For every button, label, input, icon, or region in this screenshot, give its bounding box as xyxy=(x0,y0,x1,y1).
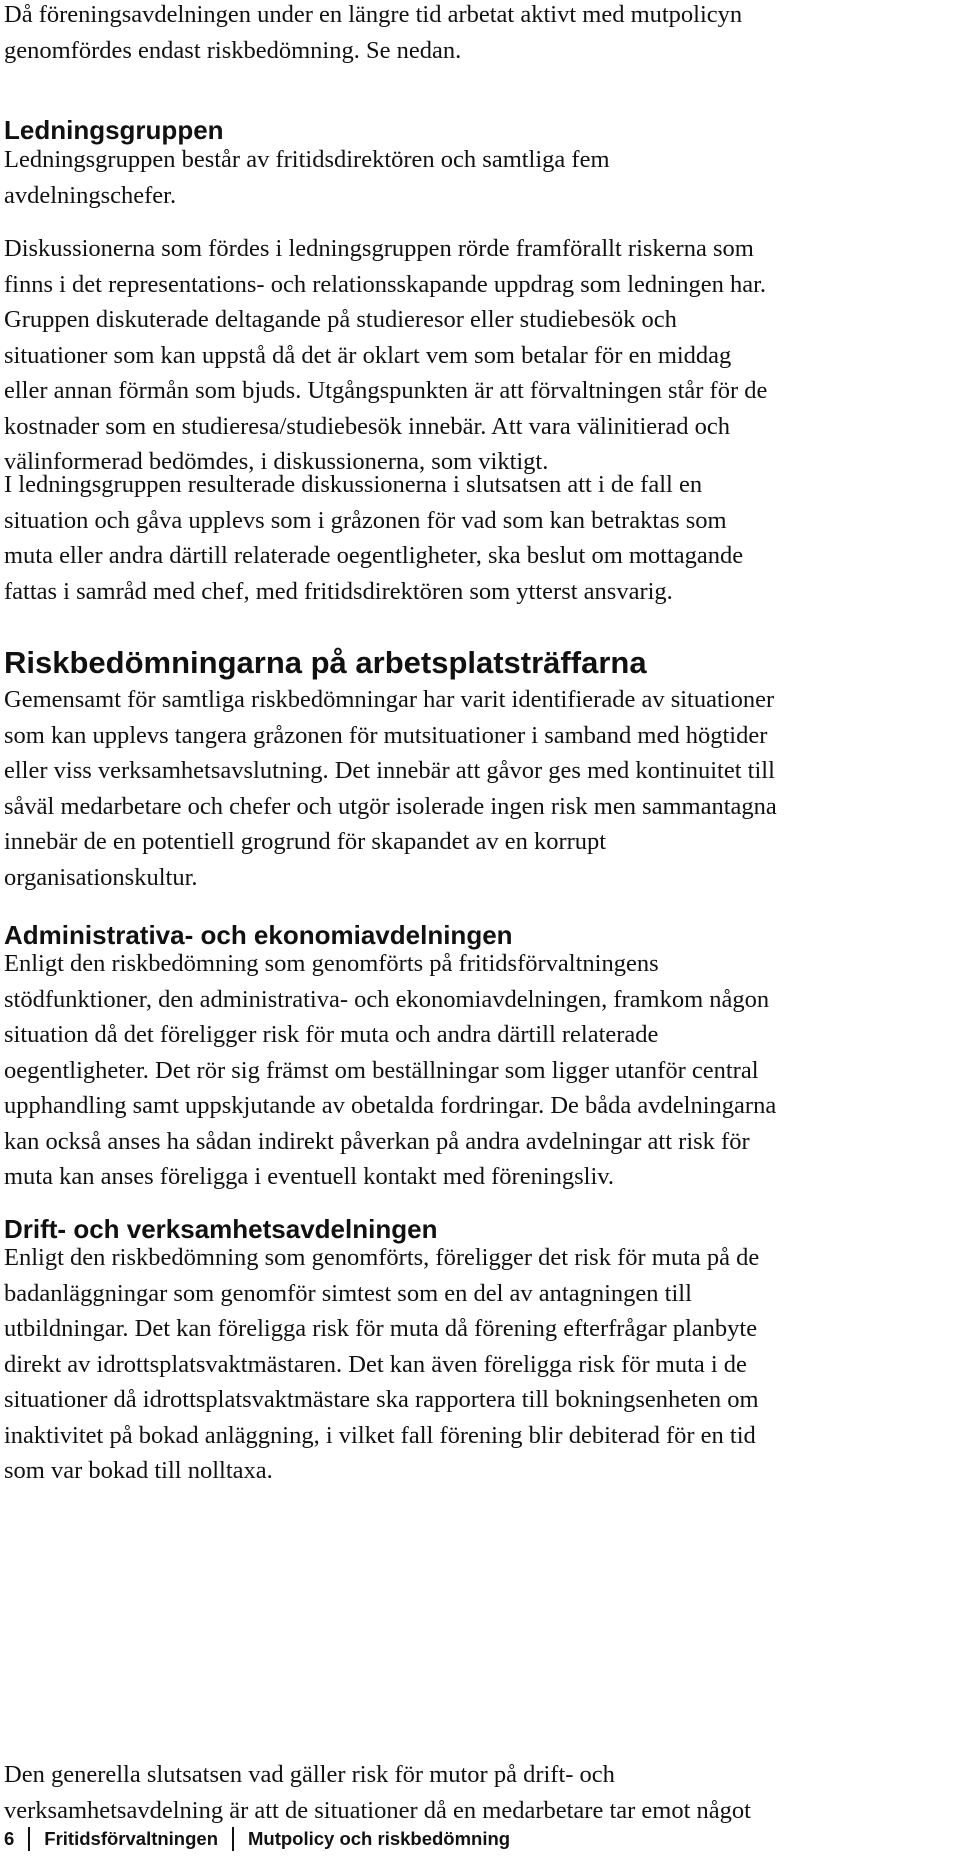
text-line: muta eller andra därtill relaterade oegentligheter, ska beslut om mottagande xyxy=(4,542,744,569)
text-line: organisationskultur. xyxy=(4,863,198,891)
ledningsgruppen-paragraph-2 xyxy=(4,231,767,480)
section-heading-drift: Drift- och verksamhetsavdelningen xyxy=(4,1214,438,1244)
text-line: situationer då idrottsplatsvaktmästare ska rapportera till bokningsenheten om xyxy=(4,1386,759,1413)
drift-paragraph-2 xyxy=(4,1757,751,1828)
drift-paragraph-1 xyxy=(4,1240,759,1489)
text-line: situation då det föreligger risk för muta och andra därtill relaterade xyxy=(4,1021,659,1048)
text-line: utbildningar. Det kan föreligga risk för muta då förening efterfrågar planbyte xyxy=(4,1315,758,1342)
text-line: I ledningsgruppen resulterade diskussionerna i slutsatsen att i de fall en xyxy=(4,471,703,498)
text-line: upphandling samt uppskjutande av obetalda fordringar. De båda avdelningarna xyxy=(4,1092,777,1119)
text-line: stödfunktioner, den administrativa- och ekonomiavdelningen, framkom någon xyxy=(4,985,770,1013)
text-line: muta kan anses föreligga i eventuell kontakt med föreningsliv. xyxy=(4,1163,615,1190)
text-line: genomfördes endast riskbedömning. Se nedan. xyxy=(4,36,462,64)
footer-organization: Fritidsförvaltningen xyxy=(44,1828,218,1849)
section-heading-administrativa: Administrativa- och ekonomiavdelningen xyxy=(4,920,513,950)
section-heading-riskbedomningarna: Riskbedömningarna på arbetsplatsträffarna xyxy=(4,645,647,680)
text-line: badanläggningar som genomför simtest som en del av antagningen till xyxy=(4,1279,692,1307)
text-line: direkt av idrottsplatsvaktmästaren. Det kan även föreligga risk för muta i de xyxy=(4,1350,747,1378)
text-line: finns i det representations- och relationsskapande uppdrag som ledningen har. xyxy=(4,270,767,298)
text-line: Enligt den riskbedömning som genomförts, föreligger det risk för muta på de xyxy=(4,1244,760,1271)
text-line: Ledningsgruppen består av fritidsdirektören och samtliga fem xyxy=(4,146,610,173)
text-line: Gemensamt för samtliga riskbedömningar har varit identifierade av situationer xyxy=(4,686,775,713)
text-line: kan också anses ha sådan indirekt påverkan på andra avdelningar att risk för xyxy=(4,1127,750,1155)
text-line: som var bokad till nolltaxa. xyxy=(4,1457,273,1484)
text-line: Den generella slutsatsen vad gäller risk för mutor på drift- och xyxy=(4,1761,615,1788)
text-line: situation och gåva upplevs som i gråzonen för vad som kan betraktas som xyxy=(4,506,727,534)
text-line: som kan upplevs tangera gråzonen för mutsituationer i samband med högtider xyxy=(4,721,768,749)
text-line: Enligt den riskbedömning som genomförts på fritidsförvaltningens xyxy=(4,950,659,977)
text-line: välinformerad bedömdes, i diskussionerna, som viktigt. xyxy=(4,448,549,475)
text-line: oegentligheter. Det rör sig främst om beställningar som ligger utanför central xyxy=(4,1056,759,1084)
ledningsgruppen-paragraph-1 xyxy=(4,142,610,213)
text-line: Då föreningsavdelningen under en längre tid arbetat aktivt med mutpolicyn xyxy=(4,1,743,28)
text-line: verksamhetsavdelning är att de situationer då en medarbetare tar emot något xyxy=(4,1796,751,1824)
text-line: Gruppen diskuterade deltagande på studieresor eller studiebesök och xyxy=(4,306,677,333)
footer-document-title: Mutpolicy och riskbedömning xyxy=(248,1828,511,1849)
text-line: avdelningschefer. xyxy=(4,181,177,209)
page-number: 6 xyxy=(4,1828,15,1849)
riskbedomningar-paragraph-1 xyxy=(4,682,777,895)
administrativa-paragraph-1 xyxy=(4,946,776,1195)
section-heading-ledningsgruppen: Ledningsgruppen xyxy=(4,115,224,145)
text-line: innebär de en potentiell grogrund för skapandet av en korrupt xyxy=(4,828,607,855)
footer-separator xyxy=(232,1827,234,1851)
text-line: inaktivitet på bokad anläggning, i vilket fall förening blir debiterad för en tid xyxy=(4,1421,756,1449)
intro-paragraph xyxy=(4,0,742,68)
text-line: eller viss verksamhetsavslutning. Det innebär att gåvor ges med kontinuitet till xyxy=(4,757,775,784)
ledningsgruppen-paragraph-3 xyxy=(4,467,743,609)
text-line: Diskussionerna som fördes i ledningsgruppen rörde framförallt riskerna som xyxy=(4,235,754,262)
text-line: eller annan förmån som bjuds. Utgångspunkten är att förvaltningen står för de xyxy=(4,377,768,404)
page-footer xyxy=(4,1826,510,1852)
text-line: situationer som kan uppstå då det är oklart vem som betalar för en middag xyxy=(4,341,732,369)
footer-separator xyxy=(28,1827,30,1851)
text-line: fattas i samråd med chef, med fritidsdirektören som ytterst ansvarig. xyxy=(4,577,673,605)
text-line: kostnader som en studieresa/studiebesök innebär. Att vara välinitierad och xyxy=(4,412,730,440)
text-line: såväl medarbetare och chefer och utgör isolerade ingen risk men sammantagna xyxy=(4,792,777,820)
